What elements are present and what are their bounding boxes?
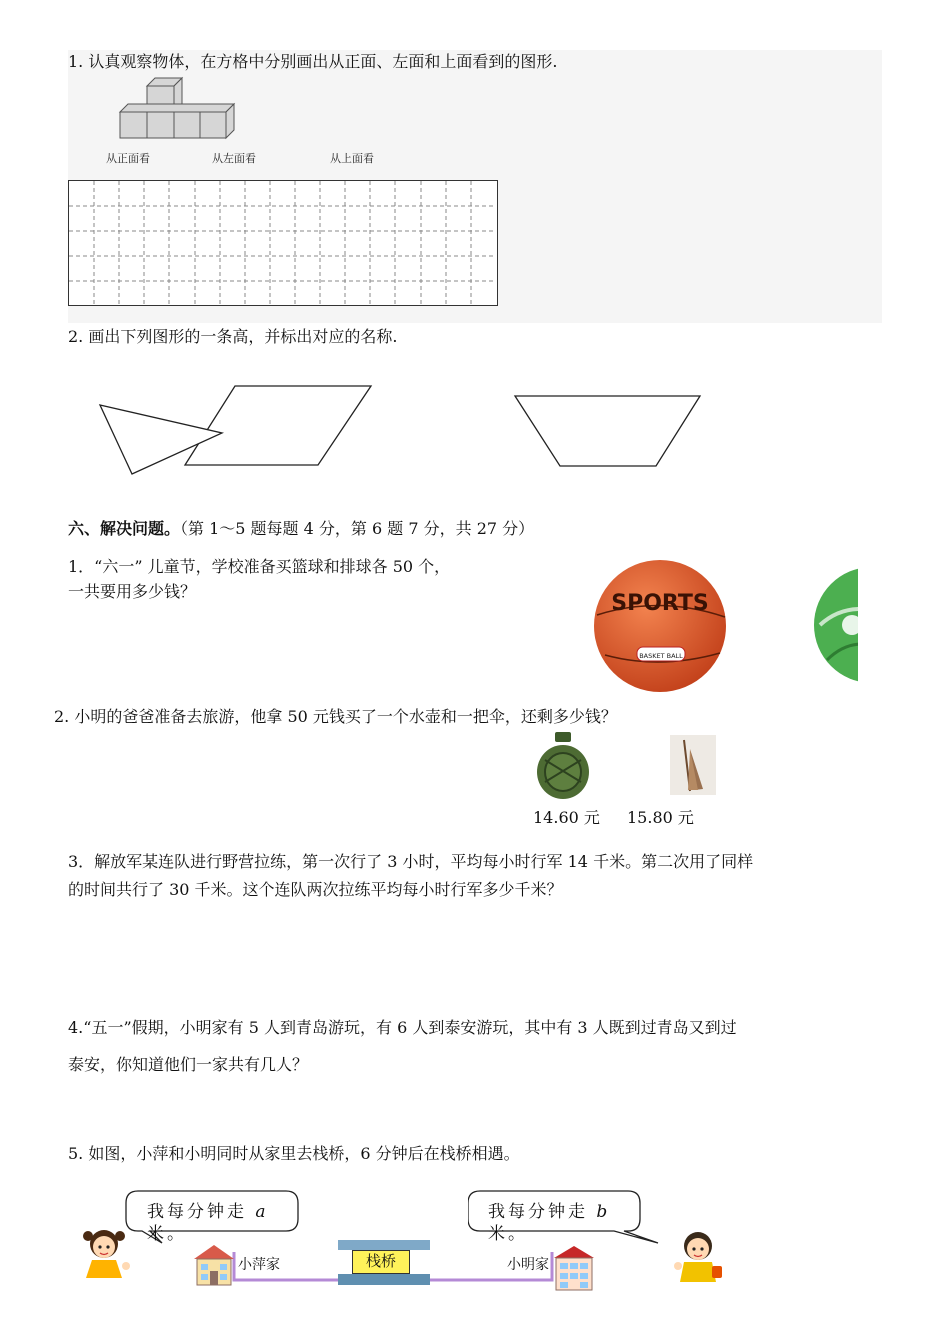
label-top-view: 从上面看 (330, 152, 374, 165)
basketball-image (575, 555, 745, 695)
xiaoming-boy-icon (672, 1228, 724, 1284)
bubble-right-text: 我每分钟走 b 米。 (488, 1202, 611, 1244)
umbrella-price: 15.80 元 (627, 808, 694, 827)
p3-line1: 3．解放军某连队进行野营拉练，第一次行了 3 小时，平均每小时行军 14 千米。第二次用了同样 (68, 852, 754, 871)
p5-text: 5. 如图，小萍和小明同时从家里去栈桥，6 分钟后在栈桥相遇。 (68, 1144, 520, 1163)
bubble-left-text: 我每分钟走 a 米。 (147, 1202, 269, 1244)
q1-text: 1. 认真观察物体，在方格中分别画出从正面、左面和上面看到的图形. (68, 52, 558, 71)
shapes-figure (90, 380, 720, 480)
section6-scoring: （第 1～5 题每题 4 分，第 6 题 7 分，共 27 分） (180, 519, 535, 538)
basketball-brand: SPORTS (611, 591, 709, 616)
p4-line2: 泰安，你知道他们一家共有几人？ (68, 1055, 309, 1074)
section6-heading: 六、解决问题。 (68, 519, 181, 538)
volleyball-image (812, 565, 858, 687)
p3-line2: 的时间共行了 30 千米。这个连队两次拉练平均每小时行军多少千米？ (68, 880, 563, 899)
section6-heading-row (68, 517, 534, 541)
trapezoid (515, 396, 700, 466)
xiaoping-girl-icon (82, 1226, 134, 1280)
p1-line1: 1．“六一” 儿童节，学校准备买篮球和排球各 50 个， (68, 557, 451, 576)
q2-text: 2. 画出下列图形的一条高，并标出对应的名称. (68, 327, 398, 346)
xiaoping-house-icon (192, 1243, 236, 1287)
cube-stack-figure (112, 74, 242, 144)
xiaoming-house-icon (552, 1244, 596, 1292)
kettle-price: 14.60 元 (533, 808, 600, 827)
parallelogram (185, 386, 371, 465)
p4-line1: 4.“五一”假期，小明家有 5 人到青岛游玩，有 6 人到泰安游玩，其中有 3 人既到过青岛又到过 (68, 1018, 737, 1037)
label-left-view: 从左面看 (212, 152, 256, 165)
basketball-badge: BASKET BALL (639, 652, 683, 660)
xiaoming-home-label: 小明家 (507, 1257, 549, 1273)
xiaoping-home-label: 小萍家 (238, 1257, 280, 1273)
drawing-grid[interactable] (68, 180, 498, 306)
bridge-label: 栈桥 (352, 1250, 410, 1274)
kettle-image (533, 730, 597, 800)
p1-line2: 一共要用多少钱？ (68, 582, 197, 601)
umbrella-image (670, 735, 716, 795)
p2-text: 2. 小明的爸爸准备去旅游，他拿 50 元钱买了一个水壶和一把伞，还剩多少钱？ (54, 707, 617, 726)
label-front-view: 从正面看 (106, 152, 150, 165)
